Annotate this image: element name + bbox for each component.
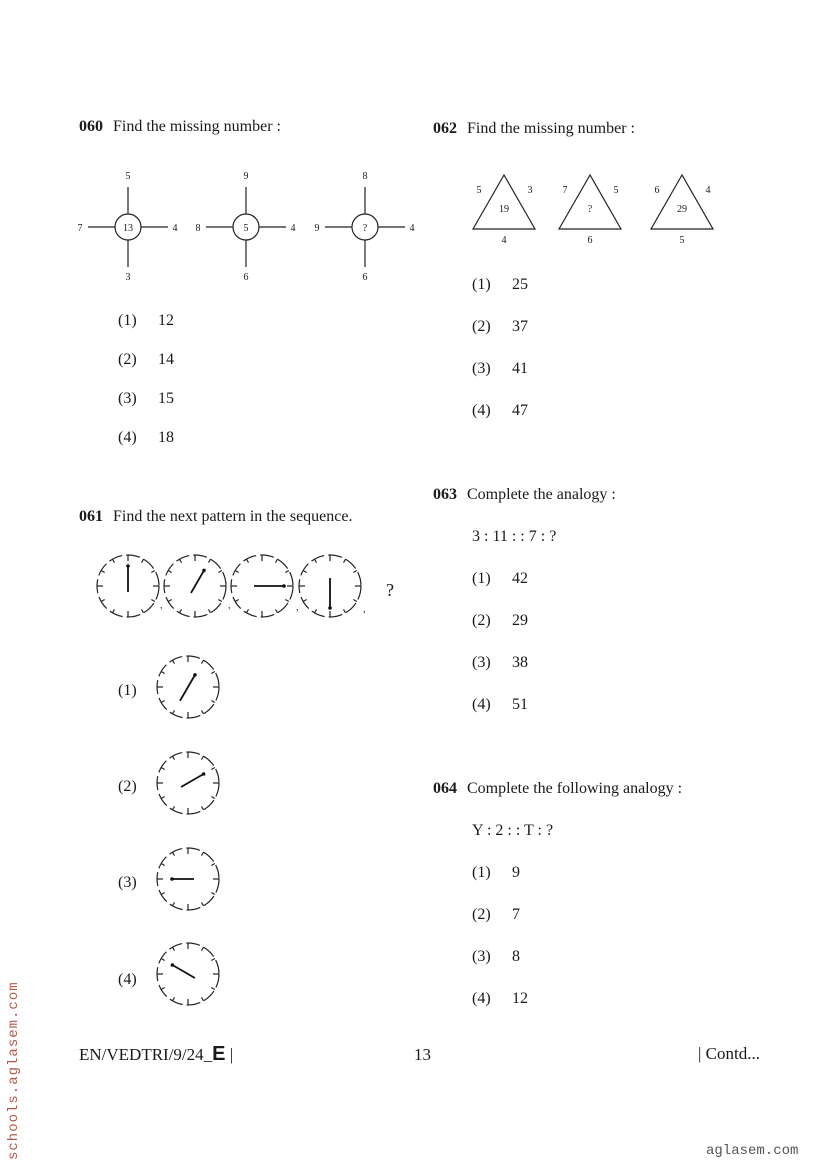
q063-option-1-num: (1) [472, 570, 491, 587]
q060-cross-2 [196, 171, 296, 283]
q063-option-1-val: 42 [512, 570, 528, 587]
q062-t2-center: ? [587, 204, 593, 215]
q062-option-3-num: (3) [472, 360, 491, 377]
footer-bar: | [229, 1045, 234, 1064]
q060-f2-center: 5 [243, 223, 249, 234]
q060-option-3[interactable] [118, 390, 174, 408]
q060-f1-left: 7 [77, 223, 83, 234]
q060-figure [70, 165, 420, 285]
q060-f3-center: ? [362, 223, 368, 234]
q062-t3-right: 4 [705, 185, 711, 196]
svg-text:,: , [363, 604, 366, 615]
q063-option-3-val: 38 [512, 654, 528, 671]
q060-number: 060 [79, 118, 103, 135]
q063-heading [433, 486, 616, 504]
q062-option-4-val: 47 [512, 402, 528, 419]
q062-t2-right: 5 [613, 185, 619, 196]
q062-t1-right: 3 [527, 185, 533, 196]
q060-f2-left: 8 [195, 223, 201, 234]
q060-f1-right: 4 [172, 223, 178, 234]
q064-option-1[interactable] [472, 864, 520, 882]
q060-f1-center: 13 [123, 223, 133, 234]
q064-option-3[interactable] [472, 948, 520, 966]
footer-paper-code [79, 1043, 233, 1066]
q062-t2-left: 7 [562, 185, 568, 196]
q061-seq-clock-3 [231, 555, 293, 617]
q061-seq-clock-2 [164, 555, 226, 617]
q061-heading [79, 508, 352, 526]
q063-option-4[interactable] [472, 696, 528, 714]
q063-option-2-val: 29 [512, 612, 528, 629]
q061-text: Find the next pattern in the sequence. [113, 508, 353, 525]
q062-option-1-val: 25 [512, 276, 528, 293]
q060-f3-top: 8 [362, 171, 368, 182]
q060-option-1-num: (1) [118, 312, 137, 329]
q061-seq-clock-4 [299, 555, 361, 617]
q063-option-4-val: 51 [512, 696, 528, 713]
q064-option-3-val: 8 [512, 948, 520, 965]
footer-version-letter: E [212, 1043, 226, 1065]
q063-option-2-num: (2) [472, 612, 491, 629]
q063-text: Complete the analogy : [467, 486, 616, 503]
q064-option-1-num: (1) [472, 864, 491, 881]
q060-f2-top: 9 [243, 171, 249, 182]
q062-number: 062 [433, 120, 457, 137]
q060-option-1-val: 12 [158, 312, 174, 329]
svg-text:,: , [228, 600, 231, 611]
q060-cross-1 [78, 171, 178, 283]
q062-triangle-3 [651, 175, 713, 246]
q062-option-2-num: (2) [472, 318, 491, 335]
q061-option-4-clock[interactable] [153, 940, 223, 1010]
q060-option-4[interactable] [118, 429, 174, 447]
q062-option-4[interactable] [472, 402, 528, 420]
q062-option-2[interactable] [472, 318, 528, 336]
footer-code: EN/VEDTRI/9/24_ [79, 1045, 213, 1064]
q064-option-4-val: 12 [512, 990, 528, 1007]
q060-option-3-num: (3) [118, 390, 137, 407]
q060-cross-3 [315, 171, 415, 283]
q063-number: 063 [433, 486, 457, 503]
q060-option-4-num: (4) [118, 429, 137, 446]
svg-text:,: , [160, 600, 163, 611]
q064-text: Complete the following analogy : [467, 780, 683, 797]
side-watermark: schools.aglasem.com [6, 981, 22, 1160]
q061-option-2-clock[interactable] [154, 749, 224, 819]
q064-expression: Y : 2 : : T : ? [472, 822, 554, 839]
q062-option-1[interactable] [472, 276, 528, 294]
q064-option-3-num: (3) [472, 948, 491, 965]
q063-expression: 3 : 11 : : 7 : ? [472, 528, 557, 545]
q061-option-1-num: (1) [118, 682, 137, 699]
q064-option-2[interactable] [472, 906, 520, 924]
q063-option-2[interactable] [472, 612, 528, 630]
q062-option-1-num: (1) [472, 276, 491, 293]
q064-option-2-val: 7 [512, 906, 520, 923]
page-number: 13 [414, 1045, 431, 1064]
q061-option-3-num: (3) [118, 874, 137, 891]
q064-option-4[interactable] [472, 990, 528, 1008]
q062-option-3[interactable] [472, 360, 528, 378]
q062-t1-bottom: 4 [501, 235, 507, 246]
q062-triangle-1 [473, 175, 535, 246]
q060-f1-bottom: 3 [125, 272, 131, 283]
corner-watermark: aglasem.com [706, 1143, 799, 1159]
q062-option-3-val: 41 [512, 360, 528, 377]
q062-t3-bottom: 5 [679, 235, 685, 246]
q060-heading [79, 118, 281, 136]
q064-option-1-val: 9 [512, 864, 520, 881]
q063-option-3[interactable] [472, 654, 528, 672]
q060-f2-right: 4 [290, 223, 296, 234]
q062-option-4-num: (4) [472, 402, 491, 419]
svg-text:,: , [296, 602, 299, 613]
q060-f2-bottom: 6 [243, 272, 249, 283]
q064-option-4-num: (4) [472, 990, 491, 1007]
q060-f3-left: 9 [314, 223, 320, 234]
q063-option-4-num: (4) [472, 696, 491, 713]
q061-option-1-clock[interactable] [155, 653, 225, 723]
q061-option-3-clock[interactable] [154, 845, 224, 915]
q060-f1-top: 5 [125, 171, 131, 182]
q062-t3-center: 29 [677, 204, 687, 215]
q062-text: Find the missing number : [467, 120, 635, 137]
q061-number: 061 [79, 508, 103, 525]
q060-f3-right: 4 [409, 223, 415, 234]
q060-option-1[interactable] [118, 312, 174, 330]
q060-text: Find the missing number : [113, 118, 281, 135]
q063-option-3-num: (3) [472, 654, 491, 671]
q060-option-4-val: 18 [158, 429, 174, 446]
q061-sequence-figure [90, 552, 410, 624]
q061-option-4-num: (4) [118, 971, 137, 988]
q060-option-2[interactable] [118, 351, 174, 369]
q061-option-4-label[interactable] [118, 971, 137, 989]
q064-number: 064 [433, 780, 457, 797]
q064-option-2-num: (2) [472, 906, 491, 923]
q061-seq-clock-1 [97, 555, 159, 617]
q060-option-2-val: 14 [158, 351, 174, 368]
q061-option-1-label[interactable] [118, 682, 137, 700]
q062-t3-left: 6 [654, 185, 660, 196]
q062-option-2-val: 37 [512, 318, 528, 335]
q062-t1-left: 5 [476, 185, 482, 196]
q060-option-2-num: (2) [118, 351, 137, 368]
q062-t2-bottom: 6 [587, 235, 593, 246]
q060-option-3-val: 15 [158, 390, 174, 407]
q062-figure [462, 165, 732, 255]
q061-option-2-num: (2) [118, 778, 137, 795]
q061-question-mark: ? [386, 580, 394, 600]
q062-heading [433, 120, 635, 138]
q062-t1-center: 19 [499, 204, 509, 215]
q061-option-3-label[interactable] [118, 874, 137, 892]
q062-triangle-2 [559, 175, 621, 246]
q064-heading [433, 780, 682, 798]
q061-option-2-label[interactable] [118, 778, 137, 796]
q060-f3-bottom: 6 [362, 272, 368, 283]
q063-option-1[interactable] [472, 570, 528, 588]
footer-contd: | Contd... [698, 1044, 760, 1063]
